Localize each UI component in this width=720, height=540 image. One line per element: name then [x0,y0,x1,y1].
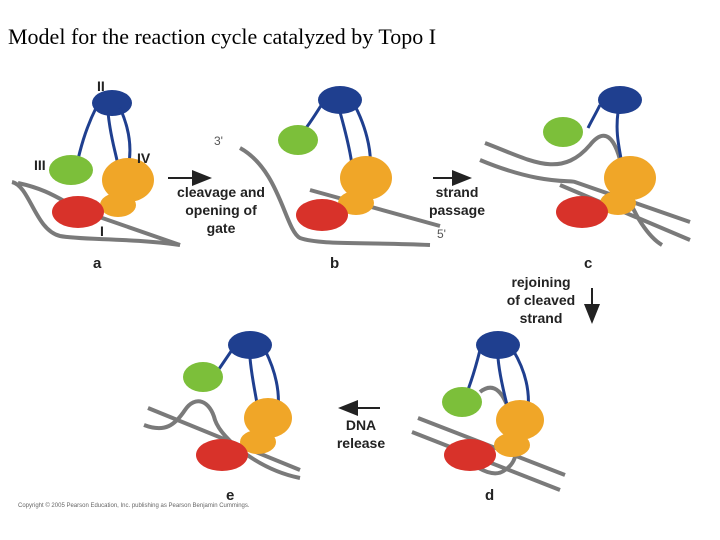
protein-orange-domain [100,158,154,217]
step-label-line: strand [435,184,479,200]
panel-e [144,331,300,504]
step-label-line: cleavage and [177,184,265,200]
step-label-line: rejoining [511,274,571,290]
protein-orange-domain [240,398,292,454]
domain-label-ii: II [97,78,105,94]
step-release [337,408,385,451]
page-title: Model for the reaction cycle catalyzed by Topo I [8,24,437,49]
step-rejoining [507,274,592,326]
strand-end-5prime: 5' [437,227,446,241]
protein-red-domain [52,196,104,228]
panel-label-a: a [93,255,102,272]
protein-orange-domain [494,400,544,457]
strand-end-3prime: 3' [214,134,223,148]
protein-blue-domain [588,86,642,165]
domain-label-iv: IV [137,150,151,166]
protein-red-domain [296,199,348,231]
panel-a [12,78,180,272]
step-label-line: of cleaved [506,292,576,308]
protein-blue-domain [76,90,132,168]
step-label-line: DNA [345,417,377,433]
panel-label-e: e [226,487,235,504]
step-label-line: gate [206,220,236,236]
protein-green-domain [442,387,482,417]
protein-green-domain [278,125,318,155]
protein-orange-domain [338,156,392,215]
step-cleavage [168,178,265,236]
step-passage [429,178,485,218]
step-label-line: strand [519,310,563,326]
protein-green-domain [49,155,93,185]
panel-b [214,86,446,272]
protein-green-domain [183,362,223,392]
protein-red-domain [196,439,248,471]
panel-label-c: c [584,255,593,272]
step-label-line: passage [428,202,486,218]
copyright-notice: Copyright © 2005 Pearson Education, Inc. publishing as Pearson Benjamin Cummings. [18,503,250,509]
protein-red-domain [556,196,608,228]
domain-label-iii: III [34,157,46,173]
step-label-line: opening of [185,202,257,218]
panel-c [480,86,690,272]
domain-label-i: I [100,223,104,239]
panel-label-d: d [485,487,495,504]
protein-green-domain [543,117,583,147]
step-label-line: release [336,435,386,451]
protein-red-domain [444,439,496,471]
protein-blue-domain [306,86,370,168]
panel-d [412,331,565,504]
panel-label-b: b [330,255,340,272]
